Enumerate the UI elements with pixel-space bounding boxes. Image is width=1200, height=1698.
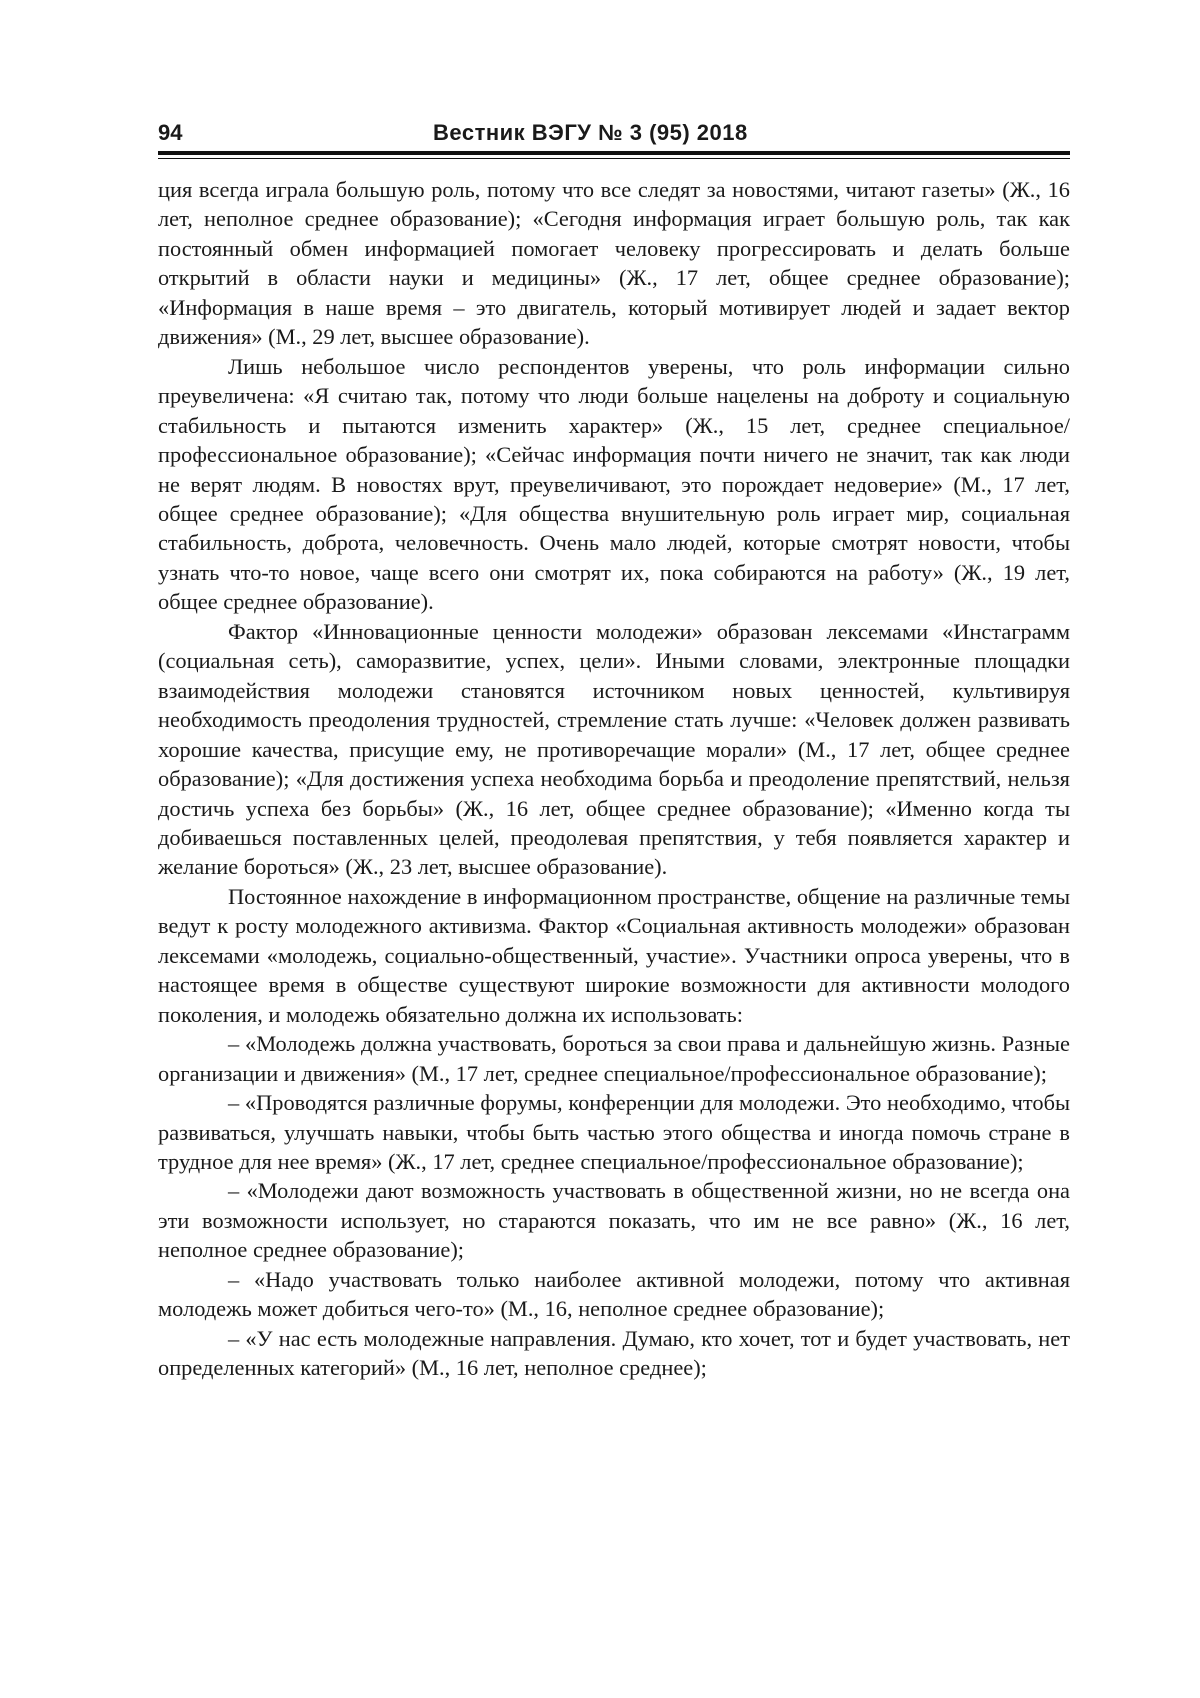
article-body [158,175,1070,1383]
quote-list-item: – «У нас есть молодежные направления. Думаю, кто хочет, тот и будет участвовать, нет определенных категорий» (М., 16 лет, неполное среднее); [158,1325,1070,1381]
quote-list-item: – «Проводятся различные форумы, конференции для молодежи. Это необходимо, чтобы развиваться, улучшать навыки, чтобы быть частью этого общества и иногда помочь стране в трудное для нее время» (Ж., 17 лет, среднее специальное/профессиональное образование); [158,1090,1070,1174]
paragraph: Фактор «Инновационные ценности молодежи» образован лексемами «Инстаграмм (социальная сеть), саморазвитие, успех, цели». Иными словами, электронные площадки взаимодействия молодежи становятся источником новых ценностей, культивируя необходимость преодоления трудностей, стремление стать лучше: «Человек должен развивать хорошие качества, присущие ему, не противоречащие морали» (М., 17 лет, общее среднее образование); «Для достижения успеха необходима борьба и преодоление препятствий, нельзя достичь успеха без борьбы» (Ж., 16 лет, общее среднее образование); «Именно когда ты добиваешься поставленных целей, преодолевая препятствия, у тебя появляется характер и желание бороться» (Ж., 23 лет, высшее образование). [158,618,1070,880]
paragraph-continuation: ция всегда играла большую роль, потому что все следят за новостями, читают газеты» (Ж., 16 лет, неполное среднее образование); «Сегодня информация играет большую роль, так как постоянный обмен информацией помогает человеку прогрессировать и делать больше открытий в области науки и медицины» (Ж., 17 лет, общее среднее образование); «Информация в наше время – это двигатель, который мотивирует людей и задает вектор движения» (М., 29 лет, высшее образование). [158,177,1070,350]
paragraph: Лишь небольшое число респондентов уверены, что роль информации сильно преувеличена: «Я считаю так, потому что люди больше нацелены на доброту и социальную стабильность и пытаются изменить характер» (Ж., 15 лет, среднее специальное/профессиональное образование); «Сейчас информация почти ничего не значит, так как люди не верят людям. В новостях врут, преувеличивают, это порождает недоверие» (М., 17 лет, общее среднее образование); «Для общества внушительную роль играет мир, социальная стабильность, доброта, человечность. Очень мало людей, которые смотрят новости, чтобы узнать что-то новое, чаще всего они смотрят их, пока собираются на работу» (Ж., 19 лет, общее среднее образование). [158,353,1070,615]
paragraph: Постоянное нахождение в информационном пространстве, общение на различные темы ведут к росту молодежного активизма. Фактор «Социальная активность молодежи» образован лексемами «молодежь, социально-общественный, участие». Участники опроса уверены, что в настоящее время в обществе существуют широкие возможности для активности молодого поколения, и молодежь обязательно должна их использовать: [158,883,1070,1027]
header-rule-thick [158,151,1070,155]
quote-list-item: – «Надо участвовать только наиболее активной молодежи, потому что активная молодежь может добиться чего-то» (М., 16, неполное среднее образование); [158,1266,1070,1322]
quote-list-item: – «Молодежь должна участвовать, бороться за свои права и дальнейшую жизнь. Разные организации и движения» (М., 17 лет, среднее специальное/профессиональное образование); [158,1031,1070,1086]
page-number: 94 [158,120,183,145]
running-header [158,116,1070,150]
journal-title: Вестник ВЭГУ № 3 (95) 2018 [433,120,748,145]
quote-list-item: – «Молодежи дают возможность участвовать в общественной жизни, но не всегда она эти возможности использует, но стараются показать, что им не все равно» (Ж., 16 лет, неполное среднее образование); [158,1178,1070,1263]
header-rule-thin [158,158,1070,159]
